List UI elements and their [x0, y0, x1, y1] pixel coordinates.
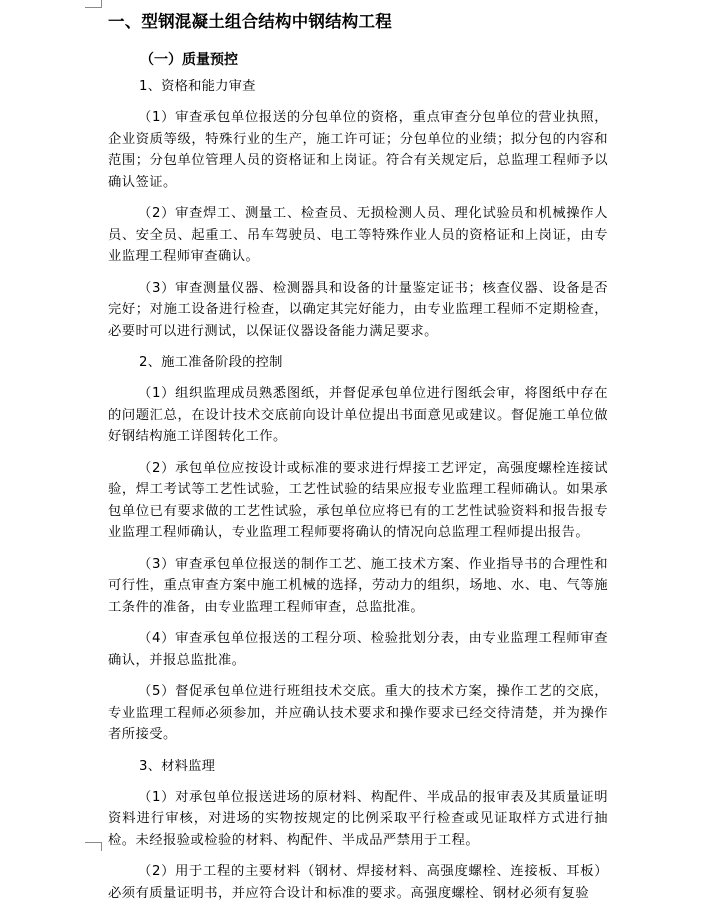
paragraph: （4）审查承包单位报送的工程分项、检验批划分表，由专业监理工程师审查确认，并报总监批准。	[108, 631, 608, 668]
paragraph: （1）对承包单位报送进场的原材料、构配件、半成品的报审表及其质量证明资料进行审核，对进场的实物按规定的比例采取平行检查或见证取样方式进行抽检。未经报验或检验的材料、构配件、半成品严禁用于工程。	[108, 789, 608, 848]
subsection-title: 3、材料监理	[139, 758, 216, 774]
paragraph: （1）审查承包单位报送的分包单位的资格，重点审查分包单位的营业执照，企业资质等级，特殊行业的生产，施工许可证；分包单位的业绩；拟分包的内容和范围；分包单位管理人员的资格证和上岗证。符合有关规定后，总监理工程师予以确认签证。	[108, 110, 608, 190]
section-qualification	[108, 76, 608, 342]
paragraph: （3）审查承包单位报送的制作工艺、施工技术方案、作业指导书的合理性和可行性，重点审查方案中施工机械的选择，劳动力的组织，场地、水、电、气等施工条件的准备，由专业监理工程师审查，总监批准。	[108, 556, 608, 615]
paragraph: （1）组织监理成员熟悉图纸，并督促承包单位进行图纸会审，将图纸中存在的问题汇总，在设计技术交底前向设计单位提出书面意见或建议。督促施工单位做好钢结构施工详图转化工作。	[108, 386, 608, 444]
paragraph: （2）审查焊工、测量工、检查员、无损检测人员、理化试验员和机械操作人员、安全员、起重工、吊车驾驶员、电工等特殊作业人员的资格证和上岗证，由专业监理工程师审查确认。	[108, 206, 608, 264]
page-corner-mark-top	[85, 0, 102, 8]
paragraph: （3）审查测量仪器、检测器具和设备的计量鉴定证书；核查仪器、设备是否完好；对施工设备进行检查，以确定其完好能力，由专业监理工程师不定期检查，必要时可以进行测试，以保证仪器设备能力满足要求。	[108, 280, 608, 339]
page-corner-mark-bottom	[85, 842, 102, 851]
section-materials	[108, 756, 608, 905]
paragraph: （2）用于工程的主要材料（钢材、焊接材料、高强度螺栓、连接板、耳板）必须有质量证明书，并应符合设计和标准的要求。高强度螺栓、钢材必须有复验	[108, 864, 608, 901]
section-heading: （一）质量预控	[140, 52, 238, 68]
document-body	[108, 8, 608, 914]
subsection-title: 2、施工准备阶段的控制	[139, 355, 283, 370]
paragraph: （5）督促承包单位进行班组技术交底。重大的技术方案，操作工艺的交底，专业监理工程师必须参加，并应确认技术要求和操作要求已经交待清楚，并为操作者所接受。	[108, 684, 608, 742]
subsection-title: 1、资格和能力审查	[139, 79, 256, 94]
chapter-heading: 一、型钢混凝土组合结构中钢结构工程	[108, 12, 392, 31]
paragraph: （2）承包单位应按设计或标准的要求进行焊接工艺评定，高强度螺栓连接试验，焊工考试等工艺性试验，工艺性试验的结果应报专业监理工程师确认。如果承包单位已有要求做的工艺性试验，承包单位应将已有的工艺性试验资料和报告报专业监理工程师确认，专业监理工程师要将确认的情况向总监理工程师提出报告。	[108, 460, 608, 540]
section-preparation	[108, 352, 608, 746]
